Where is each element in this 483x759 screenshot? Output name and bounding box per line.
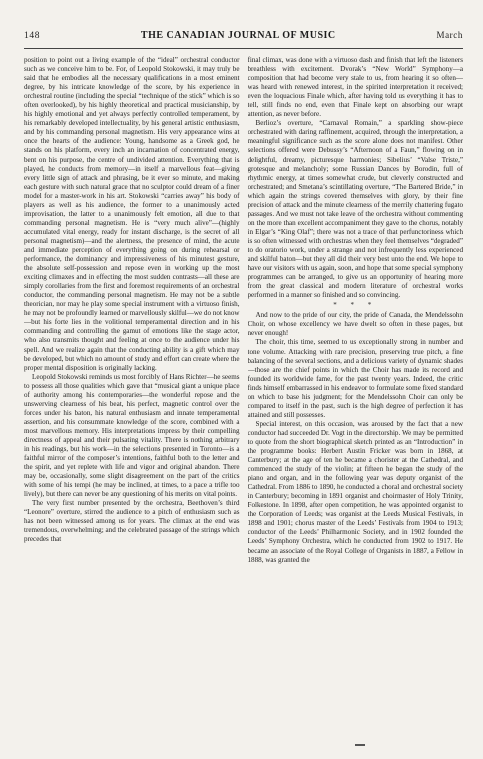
section-divider: * * * [333,301,378,310]
paragraph: Special interest, on this occasion, was aroused by the fact that a new conductor had succeeded Dr. Vogt in the directorship. We may be permitted to quote from the short biographical sketch printed as an “Introduction” in the programme books: Herbert Austin Fricker was born in 1868, at Canterbury; at the age of ten he became a chorister at the Cathedral, and commenced the study of the violin; at fifteen he began the study of the piano and organ, and in the following year was deputy organist of the Cathedral. From 1886 to 1890, he conducted a choral and orchestral society in Canterbury; becoming in 1891 organist and choirmaster of Holy Trinity, Folkestone. In 1898, after open competition, he was appointed organist to the Corporation of Leeds; was organist at the Leeds Musical Festivals, in 1898 and 1901; chorus master of the Leeds’ Festivals from 1904 to 1913; conductor of the Leeds’ Philharmonic Society, and in 1902 founded the Leeds’ Symphony Orchestra, which he conducted from 1902 to 1917. He became an associate of the Royal College of Organists in 1887, a Fellow in 1888, was granted the [247,419,463,564]
right-column [248,56,464,745]
paragraph: The choir, this time, seemed to us exceptionally strong in number and tone volume. Attacking with rare precision, preserving true pitch, a fine balancing of the several sections, and a delicious variety of dynamic shades—those are the chief points in which the Choir has made its record and founded its worldwide fame, for the past twenty years. Indeed, the critic finds himself embarrassed in his endeavor to formulate some fixed standard on which to base his judgment; for the Mendelssohn Choir can only be compared to itself in the past, such is the high degree of perfection it has attained and still possesses. [247,338,463,419]
paragraph: Berlioz’s overture, “Carnaval Romain,” a sparkling show-piece orchestrated with daring raffinement, acquired, through the interpretation, a meaningful significance such as the score alone does not manifest. Other selections offered were Debussy’s “Afternoon of a Faun,” flowing on in delightful, dreamy, picturesque harmonies; Sibelius’ “Valse Triste,” grotesque and melancholy; some Russian Dances by Borodin, full of rhythmic energy, at times somewhat crude, but cleverly constructed and orchestrated; and Smetana’s scintillating overture, “The Bartered Bride,” in which again the strings covered themselves with glory, by their fine precision of attack and the minute clearness of the merrily chattering fugato passages. And we must not take leave of the orchestra without commenting on the more than excellent accompaniment they gave to the chorus, notably in Elgar’s “King Olaf”; there was not a trace of that perfunctoriness which is so often witnessed with orchestras when they feel themselves “degraded” to do oratorio work, under a strange and not infrequently less experienced and skilful baton—but they all did their very best unto the end. We hope to have our visitors with us again, soon, and hope that some special symphony programmes can be arranged, to give us an opportunity of hearing more from the great classical and modern literature of orchestral works performed in a manner so finished and so convincing. [247,119,463,300]
issue-month: March [436,30,463,40]
header-rule [24,48,463,49]
paragraph: final climax, was done with a virtuoso dash and finish that left the listeners breathless with excitement. Dvorak’s “New World” Symphony—a composition that had become very stale to us, from hearing it so often—was heard with renewed interest, in the spirited interpretation it received; even the loquacious Finale which, after having told us everything it has to tell, still finds no end, even that Finale kept on absorbing our wrapt attention, as never before. [247,56,463,119]
paragraph: Leopold Stokowski reminds us most forcibly of Hans Richter—he seems to possess all those qualities which gave that “musical giant a unique place of authority among his contemporaries—the wonderful repose and the unswerving clearness of his beat, his perfect, magnetic control over the forces under his baton, his natural enthusiasm and innate temperamental assertion, and his consummate knowledge of the score, combined with a most marvellous memory. His interpretations impress by their compelling directness of appeal and their pulsating vitality. There is nothing arbitrary in his readings, but his work—in the selections presented in Toronto—is a faithful mirror of the composer’s intentions, faithful both to the letter and the spirit, and yet replete with life and vigor and original abandon. There may be, occasionally, some slight disagreement on the part of the critics with some of his tempi (he may be inclined, at times, to a pace a trifle too lively), but there can never be any questioning of his merits on vital points. [24,372,240,499]
running-header [24,30,463,44]
paragraph: And now to the pride of our city, the pride of Canada, the Mendelssohn Choir, on whose excellency we have dwelt so often in these pages, but never enough! [247,311,463,338]
footer-mark [355,744,365,746]
page-number: 148 [24,31,41,41]
paragraph: The very first number presented by the orchestra, Beethoven’s third “Leonore” overture, stirred the audience to a pitch of enthusiasm such as has not been witnessed among us for years. The climax at the end was tremendous, overwhelming; and the celebrated passage of the strings which precedes that [24,499,240,544]
article-body [24,56,463,745]
journal-title: THE CANADIAN JOURNAL OF MUSIC [140,30,336,41]
paragraph: position to point out a living example of the “ideal” orchestral conductor such as we conceive him to be. For, of Leopold Stokowski, it may truly be said that he embodies all the necessary qualifications in a most eminent degree, by his intricate knowledge of the score, by his experience in orchestral routine (including the special “technique of the stick” which is so often overlooked), by his highly theoretical and practical musicianship, by his highly emotional and yet always perfectly controlled temperament, by his remarkably developed intellectuality, by his general artistic enthusiasm, and by his commanding personal magnetism. His very appearance wins at once the hearts of the audience: Young, handsome as a Greek god, he stands on his platform, every inch an incarnation of concentrated energy, bent on his purpose, the centre of undivided attention. Everything that is played, he conducts from memory—in itself a marvellous feat—giving every little sign of attack and phrasing, be it ever so minute, and making each gesture with such natural grace that no sculptor could dream of a finer model for a master-work in his art. Stokowski “carries away” his body of players as well as his audience, the former to a unanimously acted improvisation, the latter to a unanimously felt emotion, all due to that commanding personal magnetism. He is “very much alive”—(highly accumulated vital energy, ready for instant discharge, is the secret of all personal magnetism)—and the alertness, the presence of mind, the acute and immediate perception of everything going on during rehearsal or performance, the dominancy and impressiveness of his minutest gesture, the absolute self-possession and repose even in working up the most exciting climaxes and in effecting the most sudden contrasts—all these are simply corollaries from the first and foremost requirements of an orchestral conductor, the commanding personal magnetism. He may not be a subtle theorician, nor may he play some special instrument with a virtuoso finish, he may not be profoundly learned or marvellously skilful—we do not know—but his forte lies in the volitional temperamental direction and in his commanding and controlling the gamut of emotions like the stage actor, who also transmits thought and feeling at once to the audience under his spell. And we realize again that the conducting ability is a gift which may be developed, but which no amount of study and effort can create where the proper mental disposition is originally lacking. [24,56,240,372]
left-column [24,56,240,745]
